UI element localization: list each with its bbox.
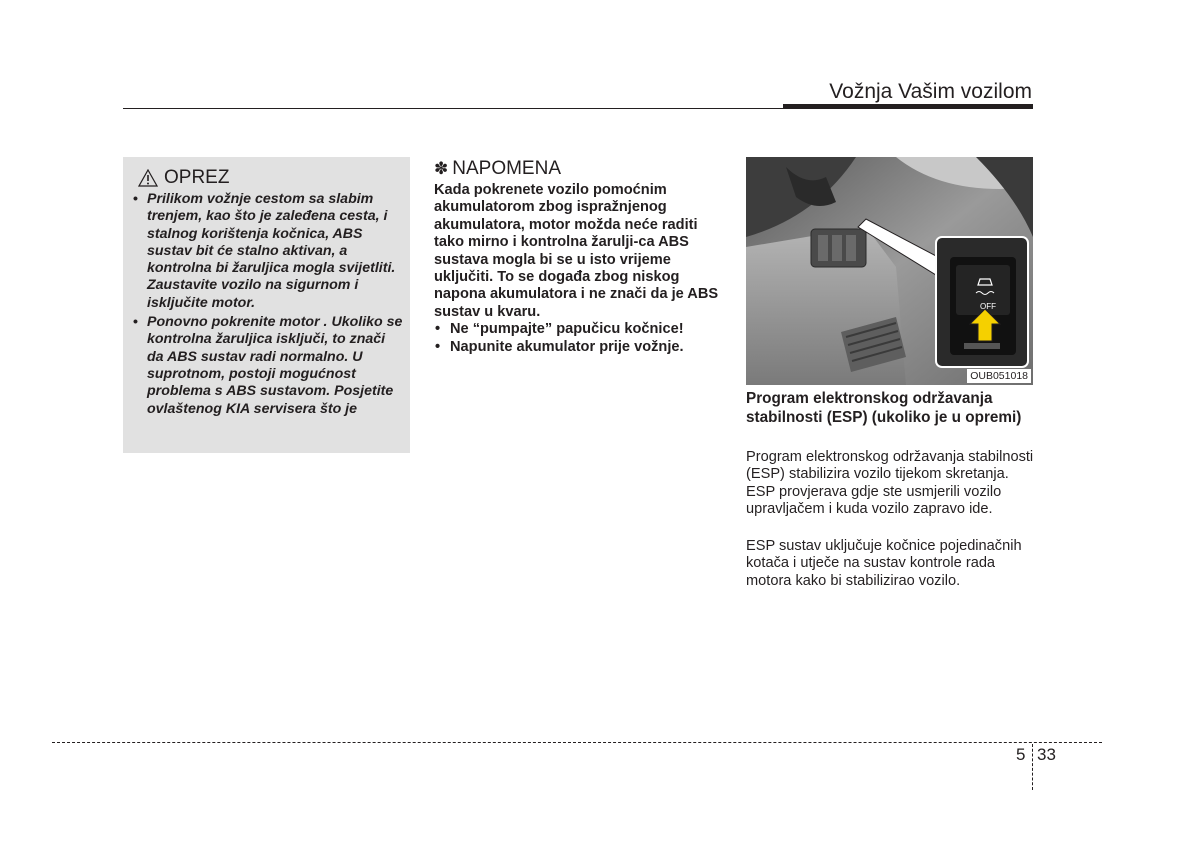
note-item: • Ne “pumpajte” papučicu kočnice!	[434, 321, 724, 338]
page-number: 33	[1037, 745, 1056, 764]
esp-button-photo	[746, 157, 1033, 385]
figure-code: OUB051018	[967, 369, 1031, 383]
page-number-divider	[1032, 744, 1033, 790]
note-body: Kada pokrenete vozilo pomoćnim akumulatorom zbog ispražnjenog akumulatora, motor možda neće raditi tako mirno i kontrolna žarulji-ca ABS sustava mogla bi se u isto vrijeme uključiti. To se događa zbog niskog napona akumulatora i ne znači da je ABS sustav u kvaru.	[434, 182, 719, 320]
note-star-icon: ✽	[434, 159, 449, 178]
caution-item: • Ponovno pokrenite motor . Ukoliko se kontrolna žaruljica isključi, to znači da ABS sustav radi normalno. U suprotnom, postoji mogućnost problema s ABS sustavom. Posjetite ovlaštenog KIA servisera što je	[131, 314, 403, 418]
caution-title	[138, 167, 229, 189]
esp-heading: Program elektronskog održavanja stabilnosti (ESP) (ukoliko je u opremi)	[746, 390, 1022, 426]
esp-paragraph: ESP sustav uključuje kočnice pojedinačnih kotača i utječe na sustav kontrole rada motora kako bi stabilizirao vozilo.	[746, 538, 1022, 589]
esp-off-label: OFF	[980, 302, 996, 311]
caution-list	[131, 191, 403, 420]
note-list	[434, 321, 724, 356]
page-header-title: Vožnja Vašim vozilom	[829, 80, 1032, 103]
note-item: • Napunite akumulator prije vožnje.	[434, 339, 724, 356]
dashboard-illustration	[746, 157, 1033, 385]
footer-rule	[52, 742, 1102, 743]
esp-paragraph: Program elektronskog održavanja stabilnosti (ESP) stabilizira vozilo tijekom skretanja. ESP provjerava gdje ste usmjerili vozilo upravljačem i kuda vozilo zapravo ide.	[746, 449, 1034, 518]
header-rule-accent	[783, 104, 1033, 108]
header-rule	[123, 108, 1033, 109]
note-block	[434, 158, 724, 356]
section-number: 5	[1016, 745, 1026, 764]
note-title	[434, 158, 724, 180]
note-title-text: NAPOMENA	[452, 158, 561, 179]
caution-title-text: OPREZ	[164, 167, 230, 188]
warning-triangle-icon	[138, 169, 158, 187]
caution-item: • Prilikom vožnje cestom sa slabim trenjem, kao što je zaleđena cesta, i stalnog korištenja kočnica, ABS sustav bit će stalno aktivan, a kontrolna bi žaruljica mogla svijetliti. Zaustavite vozilo na sigurnom i isključite motor.	[131, 191, 403, 312]
caution-box	[123, 157, 410, 453]
